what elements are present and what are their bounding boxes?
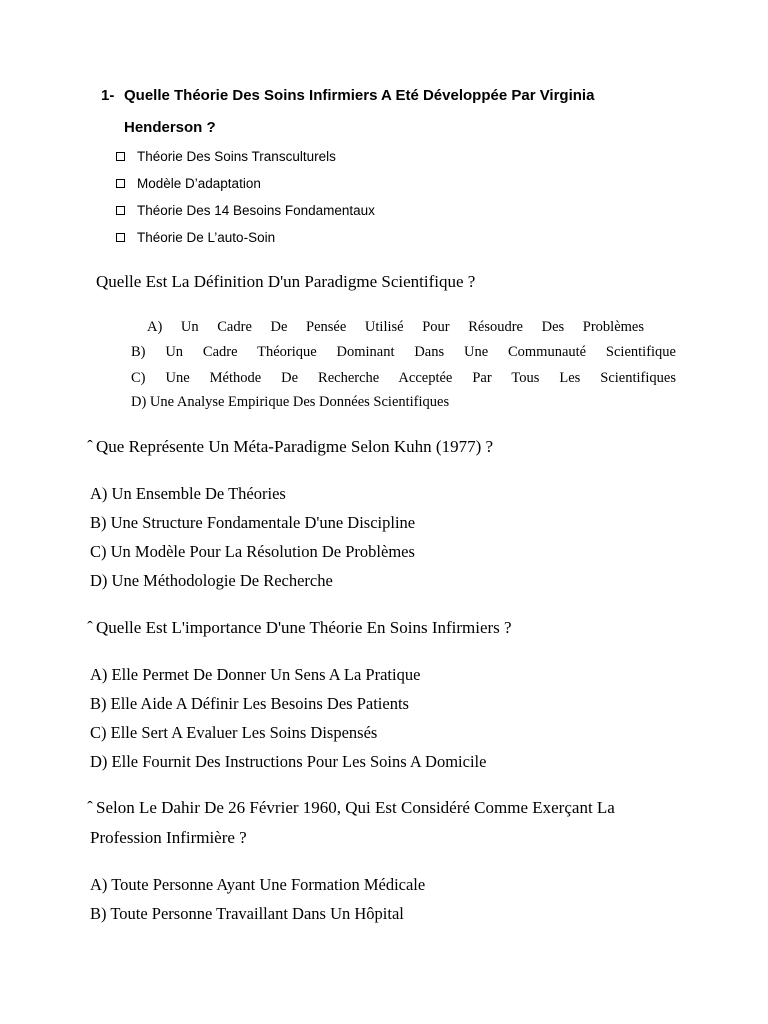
question-3-option-c: C) Un Modèle Pour La Résolution De Problèmes (90, 542, 415, 561)
checkbox-icon[interactable] (116, 233, 125, 242)
question-4-option-b: B) Elle Aide A Définir Les Besoins Des Patients (90, 694, 409, 713)
question-4-text: Quelle Est L'importance D'une Théorie En Soins Infirmiers ? (96, 618, 512, 637)
question-1-text-line-1: Quelle Théorie Des Soins Infirmiers A Eté Développée Par Virginia (124, 87, 595, 104)
question-1-option-a[interactable] (116, 149, 336, 164)
question-3-option-a: A) Un Ensemble De Théories (90, 484, 286, 503)
option-label: Théorie Des Soins Transculturels (137, 149, 336, 164)
question-4-option-a: A) Elle Permet De Donner Un Sens A La Pratique (90, 665, 421, 684)
question-2-option-b: B) Un Cadre Théorique Dominant Dans Une Communauté Scientifique (131, 344, 676, 360)
question-1-option-b[interactable] (116, 176, 261, 191)
question-2-text: Quelle Est La Définition D'un Paradigme Scientifique ? (96, 272, 476, 291)
checkbox-icon[interactable] (116, 179, 125, 188)
question-1-text-line-2: Henderson ? (124, 119, 216, 136)
question-1-option-c[interactable] (116, 203, 375, 218)
question-5-text-line-2: Profession Infirmière ? (90, 828, 247, 847)
checkbox-icon[interactable] (116, 152, 125, 161)
question-1-option-d[interactable] (116, 230, 275, 245)
option-label: Modèle D’adaptation (137, 176, 261, 191)
option-label: Théorie Des 14 Besoins Fondamentaux (137, 203, 375, 218)
question-5-option-b: B) Toute Personne Travaillant Dans Un Hôpital (90, 904, 404, 923)
option-label: Théorie De L’auto-Soin (137, 230, 276, 245)
question-3-option-d: D) Une Méthodologie De Recherche (90, 571, 333, 590)
question-2-option-a: A) Un Cadre De Pensée Utilisé Pour Résoudre Des Problèmes (147, 319, 644, 335)
question-4-option-d: D) Elle Fournit Des Instructions Pour Les Soins A Domicile (90, 752, 487, 771)
question-3-title (90, 437, 493, 457)
checkbox-icon[interactable] (116, 206, 125, 215)
question-3-text: Que Représente Un Méta-Paradigme Selon Kuhn (1977) ? (96, 437, 494, 456)
question-5-text-line-1: Selon Le Dahir De 26 Février 1960, Qui Est Considéré Comme Exerçant La (96, 798, 615, 817)
question-4-option-c: C) Elle Sert A Evaluer Les Soins Dispensés (90, 723, 378, 742)
question-5-option-a: A) Toute Personne Ayant Une Formation Médicale (90, 875, 426, 894)
question-2-option-d: D) Une Analyse Empirique Des Données Scientifiques (131, 394, 450, 410)
question-3-option-b: B) Une Structure Fondamentale D'une Discipline (90, 513, 416, 532)
question-4-title (90, 618, 512, 638)
question-1-number: 1- (101, 87, 115, 104)
question-5-title-line-1 (90, 798, 615, 818)
question-2-option-c: C) Une Méthode De Recherche Acceptée Par Tous Les Scientifiques (131, 370, 676, 386)
